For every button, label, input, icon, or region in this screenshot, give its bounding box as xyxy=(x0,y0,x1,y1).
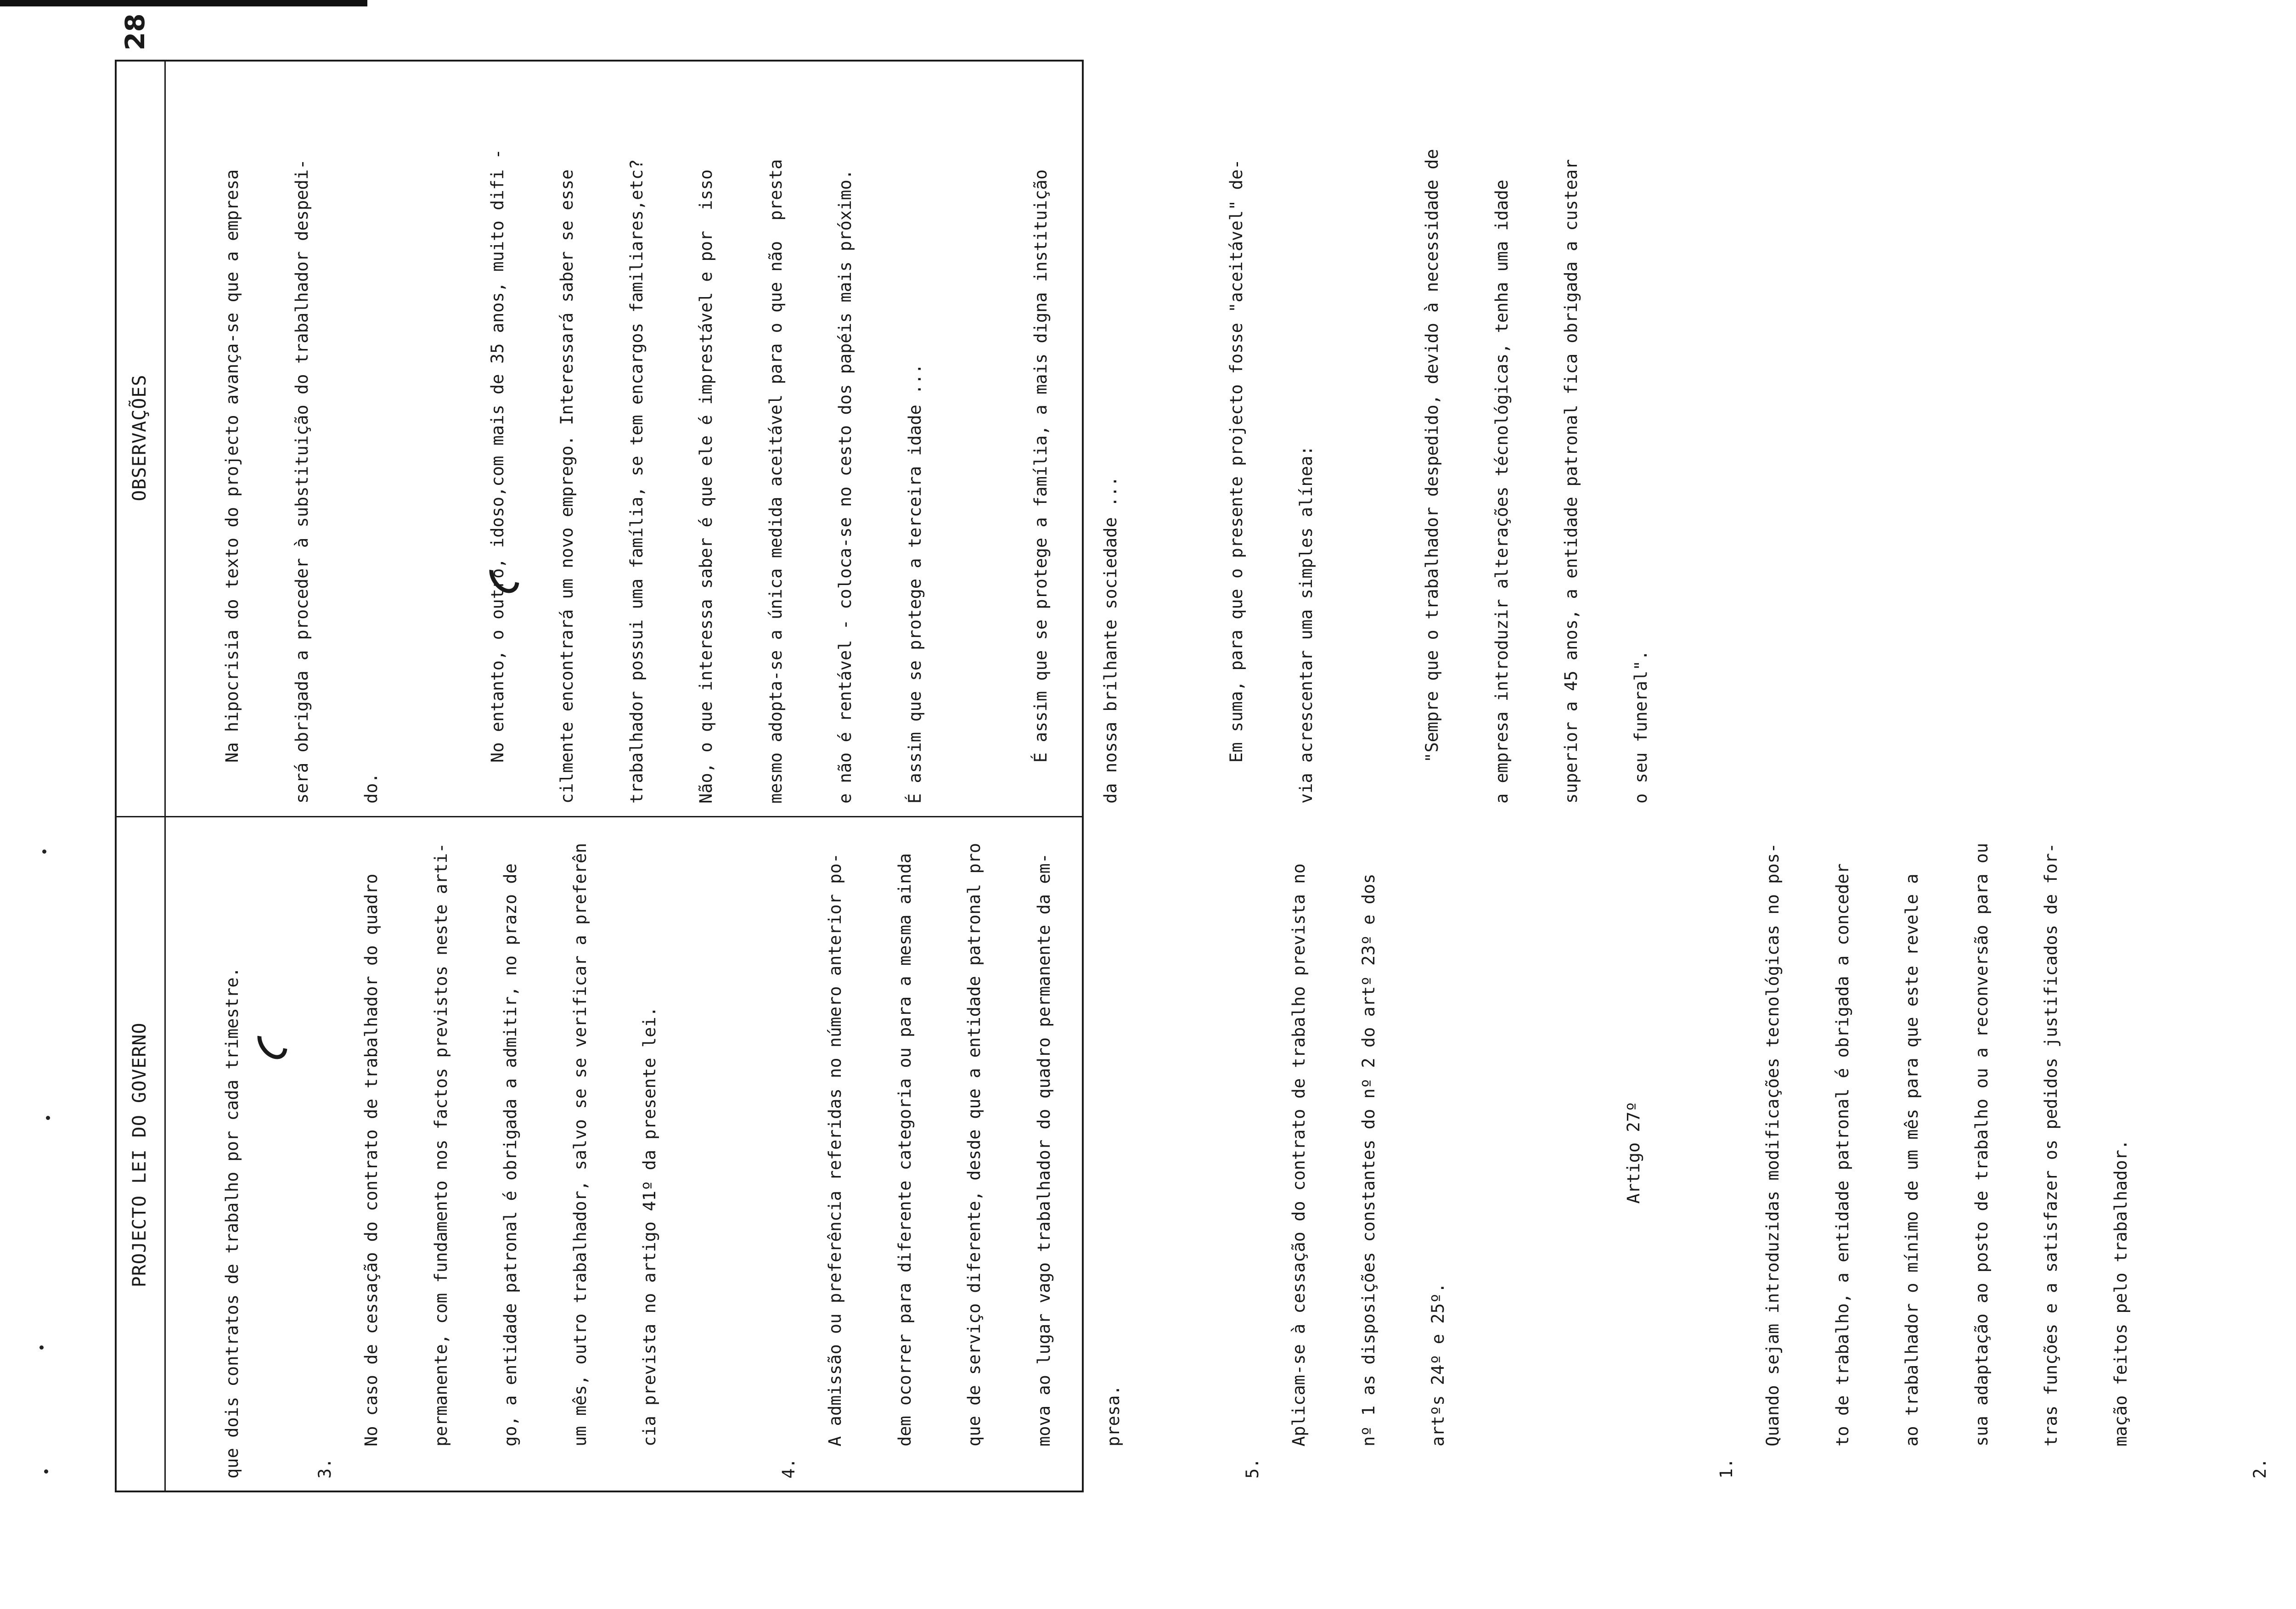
header-divider xyxy=(164,60,166,1492)
text-line: No entanto, o outro, idoso,com mais de 35 anos, muito difi - xyxy=(487,149,507,804)
text-line: A admissão ou preferência referidas no número anterior po- xyxy=(825,853,845,1446)
item-number: 5. xyxy=(1243,1458,1262,1479)
text-line: Quando sejam introduzidas modificações tecnológicas no pos- xyxy=(1763,843,1783,1446)
text-line: nº 1 as disposições constantes do nº 2 do artº 23º e dos xyxy=(1358,873,1379,1446)
text-line: trabalhador possui uma família, se tem encargos familiares,etc? xyxy=(626,159,647,804)
text-line: mova ao lugar vago trabalhador do quadro permanente da em- xyxy=(1034,853,1054,1446)
text-line: No caso de cessação do contrato de trabalhador do quadro xyxy=(361,873,381,1446)
text-line: Não, o que interessa saber é que ele é imprestável e por isso xyxy=(696,169,716,804)
scan-speck xyxy=(42,850,46,854)
text-line: "Sempre que o trabalhador despedido, devido à necessidade de xyxy=(1422,149,1442,804)
text-line: tras funções e a satisfazer os pedidos justificados de for- xyxy=(2041,843,2061,1446)
item-number: 4. xyxy=(779,1458,799,1479)
text-line: Na hipocrisia do texto do projecto avança-se que a empresa xyxy=(222,169,242,804)
text-line: um mês, outro trabalhador, salvo se se verificar a preferên xyxy=(570,843,590,1446)
scan-speck xyxy=(44,1469,48,1474)
intro-line: que dois contratos de trabalho por cada trimestre. xyxy=(222,967,242,1479)
text-line: será obrigada a proceder à substituição do trabalhador despedi- xyxy=(292,159,312,804)
scan-edge-bar xyxy=(0,0,367,6)
text-line: mesmo adopta-se a única medida aceitável para o que não presta xyxy=(765,159,786,804)
text-line: cilmente encontrará um novo emprego. Interessará saber se esse xyxy=(557,169,577,804)
list-item-3 xyxy=(314,827,708,1479)
text-line: Em suma, para que o presente projecto fosse "aceitável" de- xyxy=(1227,159,1246,804)
text-line: que de serviço diferente, desde que a entidade patronal pro xyxy=(964,843,984,1446)
right-column xyxy=(174,69,1699,804)
article-27-item-1 xyxy=(1715,827,2179,1479)
text-line: sua adaptação ao posto de trabalho ou a reconversão para ou xyxy=(1971,843,1992,1446)
header-projecto-lei: PROJECTO LEI DO GOVERNO xyxy=(129,1022,150,1288)
list-item-5 xyxy=(1241,827,1497,1479)
text-line: to de trabalho, a entidade patronal é obrigada a conceder xyxy=(1832,863,1852,1446)
header-observacoes: OBSERVAÇÕES xyxy=(129,374,150,501)
text-line: mação feitos pelo trabalhador. xyxy=(2110,1139,2131,1446)
text-line: dem ocorrer para diferente categoria ou para a mesma ainda xyxy=(895,853,915,1446)
left-column xyxy=(174,827,2296,1479)
column-divider xyxy=(115,816,1084,817)
text-line: artºs 24º e 25º. xyxy=(1428,1283,1448,1446)
text-line: ao trabalhador o mínimo de um mês para que este revele a xyxy=(1902,873,1922,1446)
text-line: É assim que se protege a família, a mais digna instituição xyxy=(1031,169,1051,804)
text-line: da nossa brilhante sociedade ... xyxy=(1100,476,1120,804)
text-line: go, a entidade patronal é obrigada a admitir, no prazo de xyxy=(501,863,520,1446)
item-number: 1. xyxy=(1716,1458,1736,1479)
text-line: e não é rentável - coloca-se no cesto dos papéis mais próximo. xyxy=(835,169,855,804)
text-line: a empresa introduzir alterações técnológicas, tenha uma idade xyxy=(1491,180,1512,804)
page-number: 28 xyxy=(119,13,151,51)
text-line: permanente, com fundamento nos factos previstos neste arti- xyxy=(431,843,451,1446)
text-line: cia prevista no artigo 41º da presente lei. xyxy=(640,1007,659,1446)
text-line: via acrescentar uma simples alínea: xyxy=(1296,445,1316,804)
text-line: do. xyxy=(361,773,381,804)
item-number: 2. xyxy=(2250,1458,2270,1479)
item-number: 3. xyxy=(315,1458,335,1479)
rotated-document xyxy=(115,13,2270,1492)
scan-speck xyxy=(39,1345,44,1350)
text-line: presa. xyxy=(1103,1385,1123,1446)
scan-speck xyxy=(46,1116,50,1120)
text-line: superior a 45 anos, a entidade patronal fica obrigada a custear xyxy=(1561,159,1581,804)
list-item-4 xyxy=(777,827,1172,1479)
article-title-27: Artigo 27º xyxy=(1624,1101,1643,1204)
text-line: É assim que se protege a terceira idade ... xyxy=(905,364,925,804)
text-line: Aplicam-se à cessação do contrato de trabalho prevista no xyxy=(1289,863,1309,1446)
article-27-item-2 xyxy=(2249,827,2296,1479)
text-line: o seu funeral". xyxy=(1631,650,1651,804)
